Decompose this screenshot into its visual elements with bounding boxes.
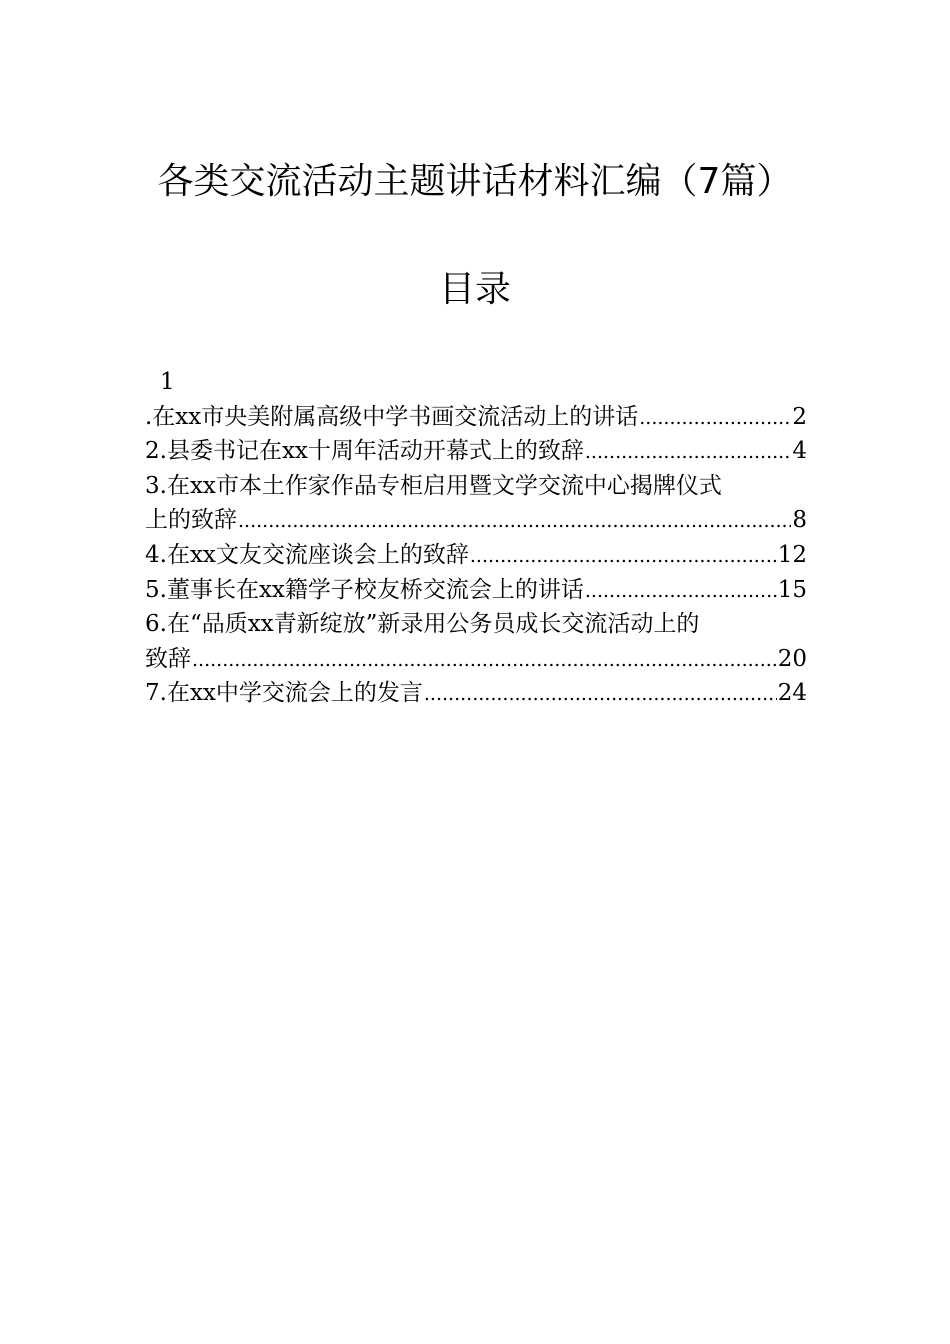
toc-entry-page: 24 xyxy=(777,680,807,707)
toc-entry-title: 2.县委书记在xx十周年活动开幕式上的致辞 xyxy=(145,438,584,465)
toc-entry-page: 2 xyxy=(792,403,807,430)
toc-dot-leader xyxy=(424,677,777,711)
toc-entry-2[interactable] xyxy=(145,434,807,469)
toc-dot-leader xyxy=(585,435,791,469)
toc-entry-title: 5.董事长在xx籍学子校友桥交流会上的讲话 xyxy=(145,576,584,603)
toc-entry-page: 4 xyxy=(792,438,807,465)
toc-entry-title: 4.在xx文友交流座谈会上的致辞 xyxy=(145,541,469,568)
toc-entry-title: 7.在xx中学交流会上的发言 xyxy=(145,680,423,707)
toc-heading: 目录 xyxy=(438,269,511,310)
toc-entry-page: 15 xyxy=(777,576,807,603)
toc-entry-page: 20 xyxy=(777,645,807,672)
toc-stray-number: 1 xyxy=(160,369,175,395)
toc-entry-6-line1[interactable]: 6.在“品质xx青新绽放”新录用公务员成长交流活动上的 xyxy=(145,611,700,638)
toc-entry-page: 8 xyxy=(792,507,807,534)
toc-dot-leader xyxy=(639,401,791,435)
toc-entry-page: 12 xyxy=(777,541,807,568)
toc-dot-leader xyxy=(470,539,777,573)
document-title: 各类交流活动主题讲话材料汇编（7篇） xyxy=(157,161,793,202)
toc-entry-title: .在xx市央美附属高级中学书画交流活动上的讲话 xyxy=(145,403,639,430)
table-of-contents xyxy=(145,365,807,711)
toc-entry-3[interactable] xyxy=(145,503,807,538)
toc-entry-3-line1[interactable]: 3.在xx市本土作家作品专柜启用暨文学交流中心揭牌仪式 xyxy=(145,472,722,499)
toc-entry-1[interactable] xyxy=(145,400,807,435)
toc-dot-leader xyxy=(238,504,791,538)
toc-dot-leader xyxy=(585,574,777,608)
toc-entry-5[interactable] xyxy=(145,573,807,608)
toc-entry-title: 致辞 xyxy=(145,645,191,672)
toc-dot-leader xyxy=(192,643,777,677)
toc-entry-title: 上的致辞 xyxy=(145,507,237,534)
toc-entry-7[interactable] xyxy=(145,676,807,711)
toc-entry-4[interactable] xyxy=(145,538,807,573)
toc-entry-6[interactable] xyxy=(145,642,807,677)
